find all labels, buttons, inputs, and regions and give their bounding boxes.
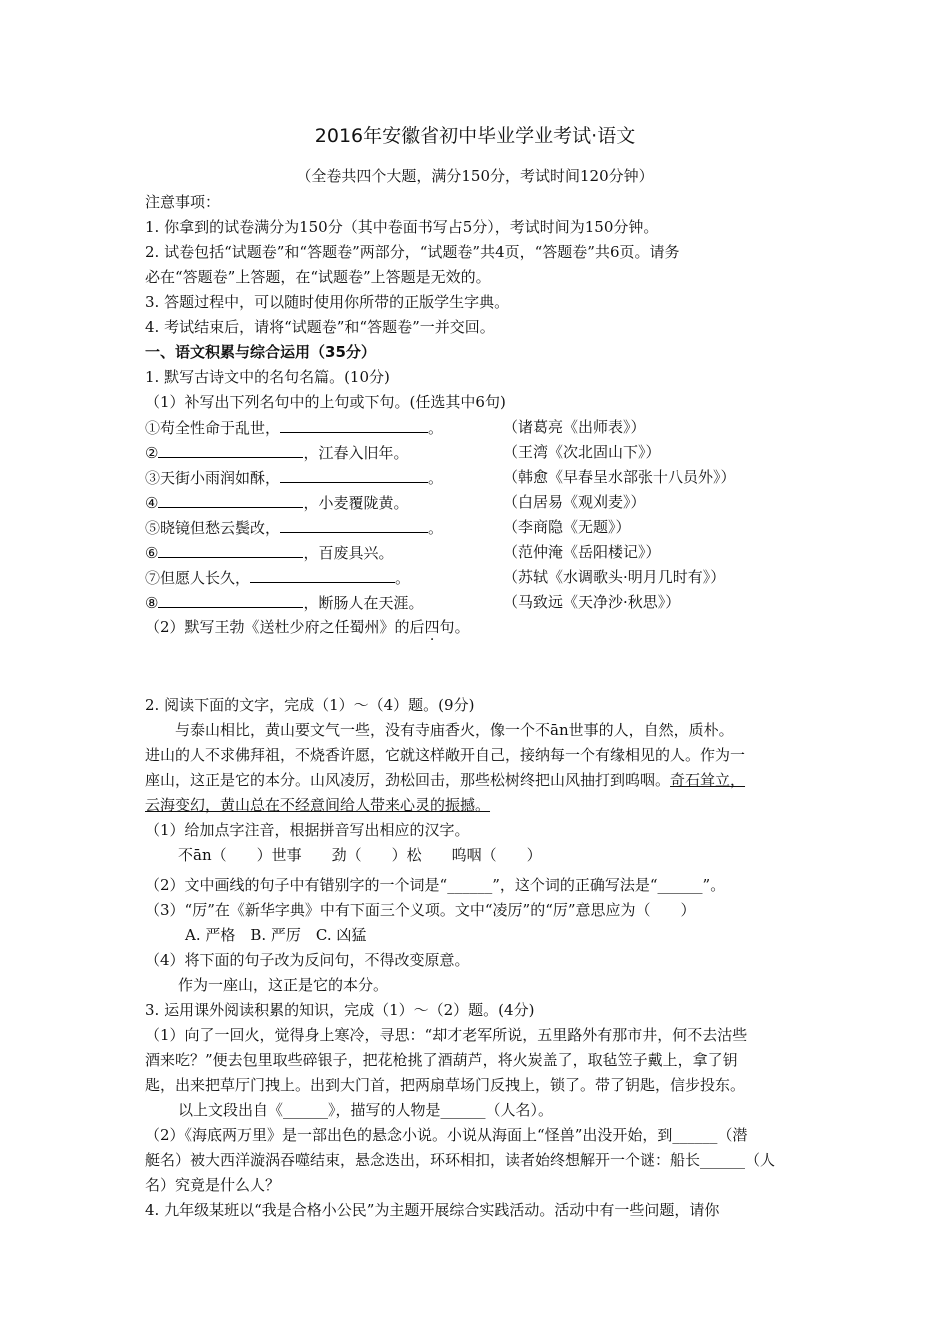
underlined-sentence: 奇石耸立， [670, 771, 746, 789]
fill-line-6: ⑥ ，百废具兴。 [145, 544, 394, 562]
answer-blank[interactable] [280, 467, 428, 483]
question-2-sub3: （3）“厉”在《新华字典》中有下面三个义项。文中“凌厉”的“厉”意思应为（ ） [145, 901, 696, 919]
question-3-sub2-line: 艇名）被大西洋漩涡吞噬结束，悬念迭出，环环相扣，读者始终想解开一个谜：船长______（人 [145, 1151, 776, 1169]
exam-subtitle: （全卷共四个大题，满分150分，考试时间120分钟） [296, 167, 654, 185]
answer-blank[interactable] [158, 592, 303, 608]
fill-line-3: ③天街小雨润如酥， 。 [145, 469, 444, 487]
fill-line-4: ④ ，小麦覆陇黄。 [145, 494, 409, 512]
sentence-to-rewrite: 作为一座山，这正是它的本分。 [178, 976, 389, 994]
source-citation: （马致远《天净沙·秋思》） [503, 593, 681, 611]
notice-heading: 注意事项： [145, 193, 221, 211]
notice-item: 1. 你拿到的试卷满分为150分（其中卷面书写占5分），考试时间为150分钟。 [145, 218, 659, 236]
question-2-sub1: （1）给加点字注音，根据拼音写出相应的汉字。 [145, 821, 470, 839]
answer-blank[interactable] [158, 442, 303, 458]
question-4-stem: 4. 九年级某班以“我是合格小公民”为主题开展综合实践活动。活动中有一些问题，请你 [145, 1201, 720, 1219]
answer-blank[interactable] [280, 517, 428, 533]
excerpt-line: 酒来吃？”便去包里取些碎银子，把花枪挑了酒葫芦，将火炭盖了，取毡笠子戴上，拿了钥 [145, 1051, 738, 1069]
question-1-sub1: （1）补写出下列名句中的上句或下句。(任选其中6句) [145, 393, 506, 411]
answer-blank[interactable] [280, 417, 428, 433]
source-citation: （苏轼《水调歌头·明月几时有》） [503, 568, 726, 586]
question-2-sub4: （4）将下面的句子改为反问句，不得改变原意。 [145, 951, 470, 969]
question-2-sub2: （2）文中画线的句子中有错别字的一个词是“______”，这个词的正确写法是“______”。 [145, 876, 726, 894]
notice-item: 4. 考试结束后，请将“试题卷”和“答题卷”一并交回。 [145, 318, 495, 336]
passage-line: 座山，这正是它的本分。山风凌厉，劲松回击，那些松树终把山风抽打到呜咽。奇石耸立， [145, 771, 746, 789]
question-3-sub2-line: （2）《海底两万里》是一部出色的悬念小说。小说从海面上“怪兽”出没开始，到______（潜 [145, 1126, 748, 1144]
notice-item: 必在“答题卷”上答题，在“试题卷”上答题是无效的。 [145, 268, 491, 286]
excerpt-line: 匙，出来把草厅门拽上。出到大门首，把两扇草场门反拽上，锁了。带了钥匙，信步投东。 [145, 1076, 746, 1094]
source-citation: （王湾《次北固山下》） [503, 443, 661, 461]
answer-options: A. 严格 B. 严厉 C. 凶猛 [185, 926, 367, 944]
source-citation: （白居易《观刈麦》） [503, 493, 646, 511]
answer-blank[interactable] [158, 492, 303, 508]
section-heading: 一、语文积累与综合运用（35分） [145, 343, 376, 361]
question-3-sub2-line: 名）究竟是什么人？ [145, 1176, 281, 1194]
source-citation: （诸葛亮《出师表》） [503, 418, 646, 436]
page-title: 2016年安徽省初中毕业学业考试·语文 [314, 125, 636, 147]
emphasized-text: 后四句 [409, 618, 455, 636]
pinyin-items: 不ān（ ）世事 劲（ ）松 呜咽（ ） [178, 846, 542, 864]
question-3-sub1-prompt: 以上文段出自《______》，描写的人物是______（人名）。 [178, 1101, 554, 1119]
question-1-stem: 1. 默写古诗文中的名句名篇。(10分) [145, 368, 390, 386]
passage-line: 与泰山相比，黄山要文气一些，没有寺庙香火，像一个不ān世事的人，自然，质朴。 [175, 721, 734, 739]
fill-line-1: ①苟全性命于乱世， 。 [145, 419, 444, 437]
source-citation: （韩愈《早春呈水部张十八员外》） [503, 468, 736, 486]
notice-item: 2. 试卷包括“试题卷”和“答题卷”两部分，“试题卷”共4页，“答题卷”共6页。请务 [145, 243, 680, 261]
fill-line-2: ② ，江春入旧年。 [145, 444, 409, 462]
passage-line: 进山的人不求佛拜祖，不烧香许愿，它就这样敞开自己，接纳每一个有缘相见的人。作为一 [145, 746, 746, 764]
notice-item: 3. 答题过程中，可以随时使用你所带的正版学生字典。 [145, 293, 510, 311]
question-3-stem: 3. 运用课外阅读积累的知识，完成（1）～（2）题。(4分) [145, 1001, 535, 1019]
fill-line-7: ⑦但愿人长久， 。 [145, 569, 411, 587]
answer-blank[interactable] [250, 567, 395, 583]
source-citation: （范仲淹《岳阳楼记》） [503, 543, 661, 561]
question-1-sub2: （2）默写王勃《送杜少府之任蜀州》的后四句。 [145, 618, 470, 636]
answer-blank[interactable] [158, 542, 303, 558]
underlined-sentence: 云海变幻，黄山总在不经意间给人带来心灵的振撼。 [145, 796, 491, 814]
source-citation: （李商隐《无题》） [503, 518, 631, 536]
question-2-stem: 2. 阅读下面的文字，完成（1）～（4）题。(9分) [145, 696, 475, 714]
excerpt-line: （1）向了一回火，觉得身上寒冷，寻思：“却才老军所说，五里路外有那市井，何不去沽些 [145, 1026, 748, 1044]
fill-line-8: ⑧ ，断肠人在天涯。 [145, 594, 424, 612]
fill-line-5: ⑤晓镜但愁云鬓改， 。 [145, 519, 444, 537]
